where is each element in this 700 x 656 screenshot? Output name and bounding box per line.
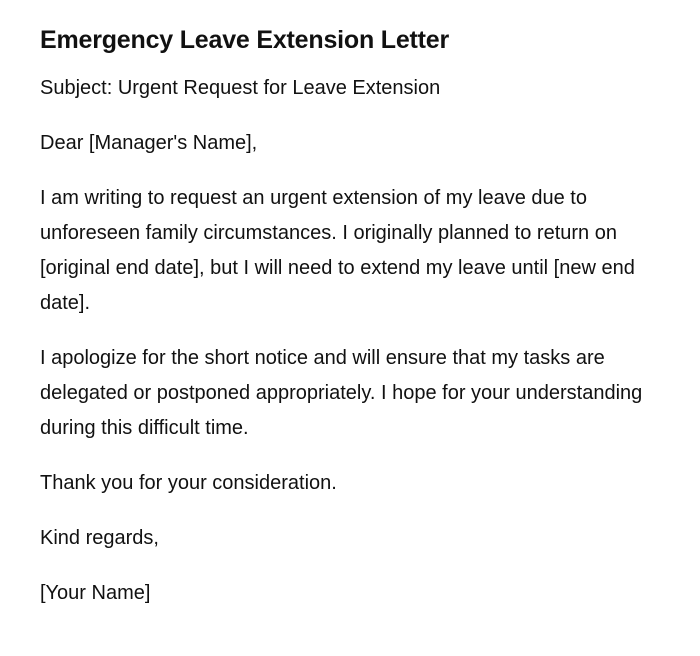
- body-paragraph-1: I am writing to request an urgent extension of my leave due to unforeseen family circumstances. I originally planned to return on [original end date], but I will need to extend my leave until [new end date].: [40, 187, 635, 314]
- subject-line: Subject: Urgent Request for Leave Extension: [40, 77, 441, 99]
- thanks-line: Thank you for your consideration.: [40, 472, 337, 494]
- page-title: Emergency Leave Extension Letter: [40, 26, 450, 54]
- salutation: Dear [Manager's Name],: [40, 132, 258, 154]
- closing-line: Kind regards,: [40, 527, 159, 549]
- letter-document: [40, 22, 650, 631]
- signature-placeholder: [Your Name]: [40, 582, 151, 604]
- body-paragraph-2: I apologize for the short notice and will ensure that my tasks are delegated or postponed appropriately. I hope for your understanding during this difficult time.: [40, 347, 643, 439]
